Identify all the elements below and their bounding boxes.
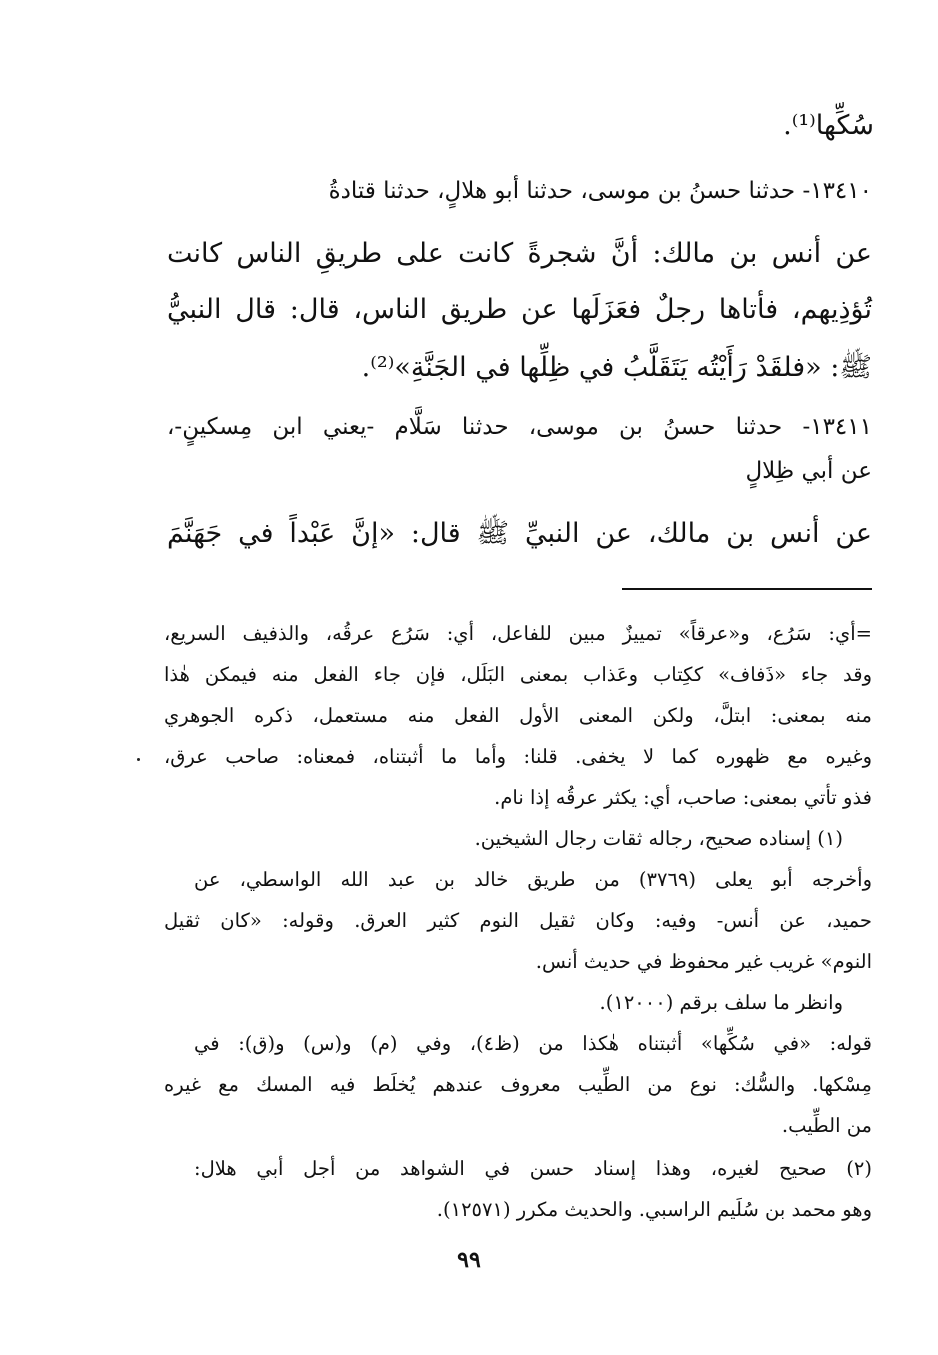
footnote-continuation-line-5: فذو تأتي بمعنى: صاحب، أي: يكثر عرقُه إذا نام. [494, 786, 872, 809]
footnote-1-line-5: وانظر ما سلف برقم (١٢٠٠٠). [599, 991, 843, 1014]
hadith-13410-matn-line-1: عن أنس بن مالك: أنَّ شجرةً كانت على طريقِ الناس كانت [167, 238, 872, 269]
page-number: ٩٩ [457, 1247, 481, 1273]
hadith-13410-matn-line-3: ﷺ: «فلقَدْ رَأَيْتُه يَتَقَلَّبُ في ظِلِّها في الجَنَّةِ»⁽²⁾. [361, 352, 872, 383]
footnote-continuation-line-3: منه بمعنى: ابتلَّ، ولكن المعنى الأول الفعل منه مستعمل، ذكره الجوهري [164, 704, 872, 727]
continuation-line: سُكِّها⁽¹⁾. [783, 110, 874, 141]
footnote-divider [622, 588, 872, 590]
footnote-1-line-7: مِسْكها. والسُّك: نوع من الطِّيب معروف عندهم يُخلَط فيه المسك مع غيره [164, 1073, 872, 1096]
hadith-13411-isnad-line-2: عن أبي ظِلالٍ [745, 458, 872, 484]
hadith-13410-isnad: ١٣٤١٠- حدثنا حسنُ بن موسى، حدثنا أبو هلالٍ، حدثنا قتادةُ [328, 178, 872, 204]
footnote-1-line-8: من الطِّيب. [781, 1114, 872, 1137]
footnote-1-line-1: (١) إسناده صحيح، رجاله ثقات رجال الشيخين. [474, 827, 843, 850]
stray-dot [137, 758, 140, 761]
footnote-continuation-line-1: =أي: سَرُع، و«عرقاً» تمييزٌ مبين للفاعل، أي: سَرُع عرقُه، والذفيف السريع، [164, 622, 872, 645]
footnote-1-line-6: قوله: «في سُكِّها» أثبتناه هٰكذا من (ظ٤)، وفي (م) و(س) و(ق): في [194, 1032, 872, 1055]
footnote-continuation-line-2: وقد جاء «ذَفاف» ككِتاب وعَذاب بمعنى البَلَل، فإن جاء الفعل منه فيمكن هٰذا [164, 663, 872, 686]
footnote-1-line-4: النوم» غريب غير محفوظ في حديث أنس. [535, 950, 872, 973]
hadith-13411-matn-line-1: عن أنس بن مالك، عن النبيِّ ﷺ قال: «إنَّ عَبْداً في جَهَنَّمَ [167, 518, 872, 549]
footnote-2-line-2: وهو محمد بن سُلَيم الراسبي. والحديث مكرر (١٢٥٧١). [436, 1198, 872, 1221]
footnote-continuation-line-4: وغيره مع ظهوره كما لا يخفى. قلنا: وأما ما أثبتناه، فمعناه: صاحب عرق، [164, 745, 872, 768]
footnote-1-line-3: حميد، عن أنس- وفيه: وكان ثقيل النوم كثير العرق. وقوله: «كان ثقيل [164, 909, 872, 932]
hadith-13411-isnad-line-1: ١٣٤١١- حدثنا حسنُ بن موسى، حدثنا سَلَّام -يعني ابن مِسكينٍ-، [167, 414, 872, 440]
hadith-13410-matn-line-2: تُؤذِيهم، فأتاها رجلٌ فعَزَلَها عن طريق الناس، قال: قال النبيُّ [167, 294, 872, 325]
footnote-1-line-2: وأخرجه أبو يعلى (٣٧٦٩) من طريق خالد بن عبد الله الواسطي، عن [194, 868, 872, 891]
footnote-2-line-1: (٢) صحيح لغيره، وهذا إسناد حسن في الشواهد من أجل أبي هلال: [194, 1157, 872, 1180]
